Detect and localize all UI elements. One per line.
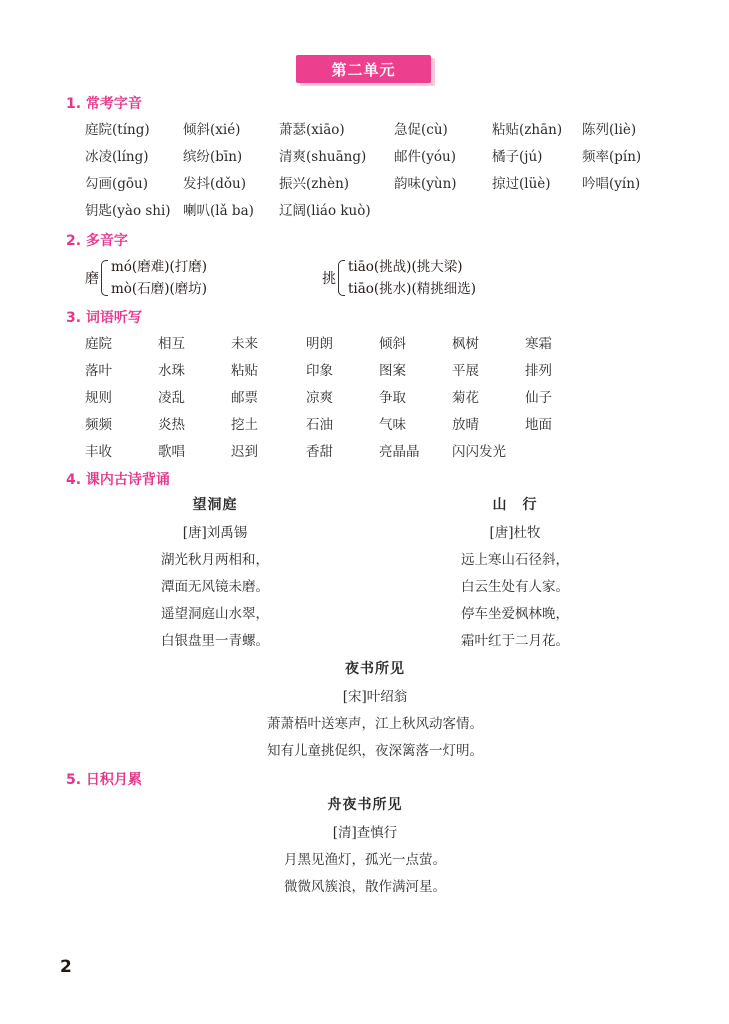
- poem-line: 霜叶红于二月花。: [461, 633, 569, 649]
- poem-line: 远上寒山石径斜，: [461, 552, 569, 568]
- pinyin-item: 冰凌(líng): [85, 149, 149, 165]
- vocab-item: 凉爽: [306, 390, 333, 406]
- pinyin-item: 橘子(jú): [492, 149, 543, 165]
- pinyin-item: 萧瑟(xiāo): [279, 122, 345, 138]
- vocab-item: 放晴: [452, 417, 479, 433]
- polyphonic-reading: mó(磨难)(打磨): [111, 259, 207, 275]
- poem-line: 白云生处有人家。: [461, 579, 569, 595]
- poem-title: 舟夜书所见: [327, 797, 403, 813]
- vocab-item: 菊花: [452, 390, 479, 406]
- poem-title: 山 行: [492, 497, 538, 513]
- pinyin-item: 韵味(yùn): [394, 176, 457, 192]
- vocab-item: 未来: [231, 336, 258, 352]
- poem-author: [清]查慎行: [332, 825, 398, 841]
- vocab-item: 闪闪发光: [452, 444, 506, 460]
- vocab-item: 排列: [525, 363, 552, 379]
- vocab-item: 落叶: [85, 363, 112, 379]
- unit-banner: [0, 55, 729, 85]
- vocab-item: 石油: [306, 417, 333, 433]
- vocab-item: 凌乱: [158, 390, 185, 406]
- vocab-item: 相互: [158, 336, 185, 352]
- vocab-item: 丰收: [85, 444, 112, 460]
- vocab-item: 图案: [379, 363, 406, 379]
- polyphonic-group: [85, 256, 207, 300]
- poem-line: 白银盘里一青螺。: [161, 633, 269, 649]
- polyphonic-reading: tiāo(挑战)(挑大梁): [348, 259, 463, 275]
- poem-wang-dong-ting: [110, 492, 320, 655]
- poem-line: 萧萧梧叶送寒声，江上秋风动客情。: [267, 716, 483, 732]
- vocab-item: 地面: [525, 417, 552, 433]
- pinyin-item: 庭院(tíng): [85, 122, 150, 138]
- pinyin-item: 辽阔(liáo kuò): [279, 203, 371, 219]
- vocab-item: 寒霜: [525, 336, 552, 352]
- vocab-item: 枫树: [452, 336, 479, 352]
- vocab-item: 庭院: [85, 336, 112, 352]
- vocab-item: 规则: [85, 390, 112, 406]
- poem-line: 微微风簇浪，散作满河星。: [284, 879, 446, 895]
- pinyin-item: 急促(cù): [394, 122, 448, 138]
- unit-title: 第二单元: [296, 55, 431, 83]
- poem-line: 知有儿童挑促织，夜深篱落一灯明。: [267, 743, 483, 759]
- vocab-item: 明朗: [306, 336, 333, 352]
- vocab-item: 倾斜: [379, 336, 406, 352]
- vocab-item: 迟到: [231, 444, 258, 460]
- poem-shan-xing: [410, 492, 620, 655]
- section-heading-daily: 5. 日积月累: [66, 772, 142, 788]
- poem-line: 潭面无风镜未磨。: [161, 579, 269, 595]
- pinyin-item: 发抖(dǒu): [183, 176, 246, 192]
- polyphonic-group: [322, 256, 476, 300]
- pinyin-item: 清爽(shuāng): [279, 149, 367, 165]
- pinyin-item: 钥匙(yào shi): [85, 203, 171, 219]
- polyphonic-reading: tiāo(挑水)(精挑细选): [348, 281, 476, 297]
- pinyin-item: 缤纷(bīn): [183, 149, 243, 165]
- pinyin-item: 吟唱(yín): [582, 176, 641, 192]
- section-heading-poems: 4. 课内古诗背诵: [66, 472, 170, 488]
- vocab-item: 水珠: [158, 363, 185, 379]
- pinyin-item: 掠过(lüè): [492, 176, 551, 192]
- vocab-item: 印象: [306, 363, 333, 379]
- section-heading-pinyin: 1. 常考字音: [66, 96, 142, 112]
- poem-ye-shu-suo-jian: [210, 656, 540, 765]
- pinyin-item: 喇叭(lǎ ba): [183, 203, 254, 219]
- pinyin-item: 频率(pín): [582, 149, 642, 165]
- poem-line: 月黑见渔灯，孤光一点萤。: [284, 852, 446, 868]
- pinyin-item: 振兴(zhèn): [279, 176, 350, 192]
- vocab-item: 邮票: [231, 390, 258, 406]
- pinyin-item: 陈列(liè): [582, 122, 637, 138]
- vocab-item: 歌唱: [158, 444, 185, 460]
- pinyin-item: 邮件(yóu): [394, 149, 456, 165]
- poem-zhou-ye-shu-suo-jian: [240, 792, 490, 901]
- page-number: 2: [60, 957, 72, 977]
- polyphonic-char: 磨: [85, 271, 99, 287]
- pinyin-item: 粘贴(zhān): [492, 122, 563, 138]
- vocab-item: 粘贴: [231, 363, 258, 379]
- section-heading-vocab: 3. 词语听写: [66, 310, 142, 326]
- poem-author: [唐]杜牧: [489, 525, 541, 541]
- polyphonic-char: 挑: [322, 271, 336, 287]
- vocab-item: 香甜: [306, 444, 333, 460]
- vocab-item: 挖土: [231, 417, 258, 433]
- vocab-item: 仙子: [525, 390, 552, 406]
- brace-icon: [101, 260, 108, 296]
- pinyin-item: 勾画(gōu): [85, 176, 148, 192]
- brace-icon: [338, 260, 345, 296]
- poem-author: [宋]叶绍翁: [342, 689, 408, 705]
- polyphonic-reading: mò(石磨)(磨坊): [111, 281, 207, 297]
- vocab-item: 频频: [85, 417, 112, 433]
- vocab-item: 平展: [452, 363, 479, 379]
- pinyin-list: [85, 118, 665, 226]
- vocab-item: 炎热: [158, 417, 185, 433]
- poem-title: 望洞庭: [192, 497, 238, 513]
- pinyin-item: 倾斜(xié): [183, 122, 241, 138]
- poem-line: 停车坐爱枫林晚，: [461, 606, 569, 622]
- vocab-item: 气味: [379, 417, 406, 433]
- vocab-item: 争取: [379, 390, 406, 406]
- vocab-item: 亮晶晶: [379, 444, 420, 460]
- poem-line: 湖光秋月两相和，: [161, 552, 269, 568]
- poem-title: 夜书所见: [345, 661, 405, 677]
- poem-line: 遥望洞庭山水翠，: [161, 606, 269, 622]
- vocab-list: [85, 332, 585, 467]
- poem-author: [唐]刘禹锡: [182, 525, 248, 541]
- section-heading-polyphonic: 2. 多音字: [66, 233, 128, 249]
